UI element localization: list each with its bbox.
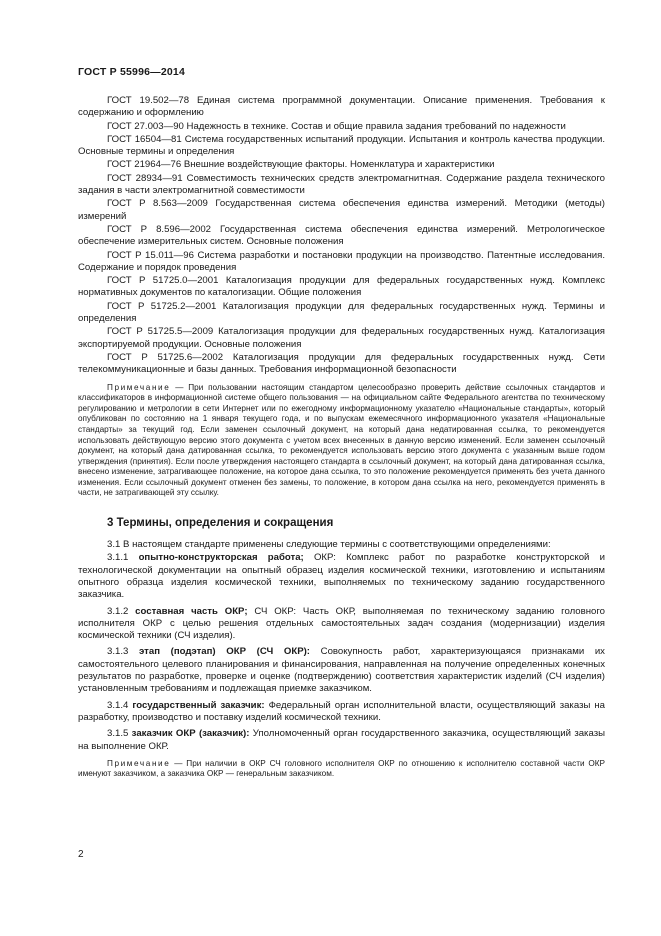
reference-item: ГОСТ Р 51725.6—2002 Каталогизация продукции для федеральных государственных нужд. Сети телекоммуникационные и базы данных. Требования информационной безопасности bbox=[78, 351, 605, 376]
definition-term: государственный заказчик: bbox=[132, 699, 265, 711]
reference-item: ГОСТ 28934—91 Совместимость технических средств электромагнитная. Содержание раздела технического задания в части электромагнитной совместимости bbox=[78, 172, 605, 197]
page-number: 2 bbox=[78, 849, 84, 860]
reference-item: ГОСТ 19.502—78 Единая система программной документации. Описание применения. Требования к содержанию и оформлению bbox=[78, 95, 605, 119]
definition-item bbox=[78, 700, 605, 725]
note-label: Примечание bbox=[107, 758, 171, 768]
reference-item: ГОСТ Р 51725.5—2009 Каталогизация продукции для федеральных государственных нужд. Каталогизация экспортируемой продукции. Основные положения bbox=[78, 326, 605, 350]
definition-text: ОКР: Комплекс работ по разработке конструкторской и технологической документации на опытный образец изделия космической техники, изготовлению и испытаниям опытного образца изделия космической техники, выполняемых по техническому заданию государственного заказчика. bbox=[78, 552, 605, 601]
reference-item: ГОСТ Р 15.011—96 Система разработки и постановки продукции на производство. Патентные исследования. Содержание и порядок проведения bbox=[78, 249, 605, 273]
definition-number: 3.1.5 bbox=[107, 728, 132, 740]
reference-item: ГОСТ 16504—81 Система государственных испытаний продукции. Испытания и контроль качества продукции. Основные термины и определения bbox=[78, 133, 605, 158]
reference-item: ГОСТ Р 51725.0—2001 Каталогизация продукции для федеральных государственных нужд. Комплекс нормативных документов по каталогизации. Общие положения bbox=[78, 275, 605, 299]
definition-text: Федеральный орган исполнительной власти, осуществляющий заказы на разработку, производство и поставку изделий космической техники. bbox=[78, 699, 605, 723]
document-body bbox=[78, 95, 605, 780]
definition-text: Уполномоченный орган государственного заказчика, осуществляющий заказы на выполнение ОКР. bbox=[78, 728, 605, 752]
note-references bbox=[78, 383, 605, 500]
document-header: ГОСТ Р 55996—2014 bbox=[78, 66, 186, 78]
definition-number: 3.1.1 bbox=[107, 552, 139, 564]
definition-item bbox=[78, 728, 605, 753]
definition-number: 3.1.4 bbox=[107, 699, 133, 711]
definition-item bbox=[78, 606, 605, 643]
definition-item bbox=[78, 646, 605, 695]
note-customer bbox=[78, 759, 605, 780]
section-title: 3 Термины, определения и сокращения bbox=[107, 517, 334, 530]
definition-term: опытно-конструкторская работа; bbox=[138, 552, 304, 564]
note-text: — При пользовании настоящим стандартом целесообразно проверить действие ссылочных стандартов и классификаторов в информационной системе общего пользования — на официальном сайте Федерального агентства по техническому регулированию и метрологии в сети Интернет или по ежегодному информационному указателю «Национальные стандарты», который опубликован по состоянию на 1 января текущего года, и по выпускам ежемесячного информационного указателя «Национальные стандарты» за текущий год. Если заменен ссылочный документ, на который дана недатированная ссылка, то рекомендуется использовать действующую версию этого документа с учетом всех внесенных в данную версию изменений. Если заменен ссылочный документ, на который дана датированная ссылка, то рекомендуется использовать версию этого документа с указанным выше годом утверждения (принятия). Если после утверждения настоящего стандарта в ссылочный документ, на который дана датированная ссылка, внесено изменение, затрагивающее положение, на которое дана ссылка, то это положение рекомендуется применять без учета данного изменения. Если ссылочный документ отменен без замены, то положение, в котором дана ссылка на него, рекомендуется применять в части, не затрагивающей эту ссылку. bbox=[78, 382, 605, 498]
reference-item: ГОСТ Р 8.596—2002 Государственная система обеспечения единства измерений. Метрологическое обеспечение измерительных систем. Основные положения bbox=[78, 223, 605, 248]
note-text: — При наличии в ОКР СЧ головного исполнителя ОКР по отношению к исполнителю составной части ОКР именуют заказчиком, а заказчика ОКР — генеральным заказчиком. bbox=[78, 758, 605, 779]
definition-term: этап (подэтап) ОКР (СЧ ОКР): bbox=[138, 646, 310, 658]
note-label: Примечание bbox=[107, 382, 171, 392]
definition-item bbox=[78, 552, 605, 601]
definition-term: заказчик ОКР (заказчик): bbox=[131, 728, 250, 740]
definition-number: 3.1.2 bbox=[107, 605, 136, 617]
section-intro: 3.1 В настоящем стандарте применены следующие термины с соответствующими определениями: bbox=[107, 539, 551, 551]
reference-item: ГОСТ 21964—76 Внешние воздействующие факторы. Номенклатура и характеристики bbox=[107, 159, 495, 171]
reference-item: ГОСТ Р 8.563—2009 Государственная система обеспечения единства измерений. Методики (методы) измерений bbox=[78, 198, 605, 222]
definition-text: СЧ ОКР: Часть ОКР, выполняемая по техническому заданию головного исполнителя ОКР с целью решения отдельных самостоятельных задач создания (модернизации) изделия космической техники (СЧ изделия). bbox=[78, 605, 605, 642]
reference-item: ГОСТ Р 51725.2—2001 Каталогизация продукции для федеральных государственных нужд. Термины и определения bbox=[78, 300, 605, 325]
definition-number: 3.1.3 bbox=[107, 646, 139, 658]
definition-term: составная часть ОКР; bbox=[135, 605, 248, 617]
definition-text: Совокупность работ, характеризующаяся признаками их самостоятельного целевого планирования и финансирования, направленная на получение определенных конечных результатов по разработке, проверке и оценке (подтверждению) соответствия характеристик изделий (СЧ изделия) установленным требованиям и подлежащая приемке заказчиком. bbox=[78, 646, 605, 695]
reference-item: ГОСТ 27.003—90 Надежность в технике. Состав и общие правила задания требований по надежности bbox=[107, 120, 566, 132]
